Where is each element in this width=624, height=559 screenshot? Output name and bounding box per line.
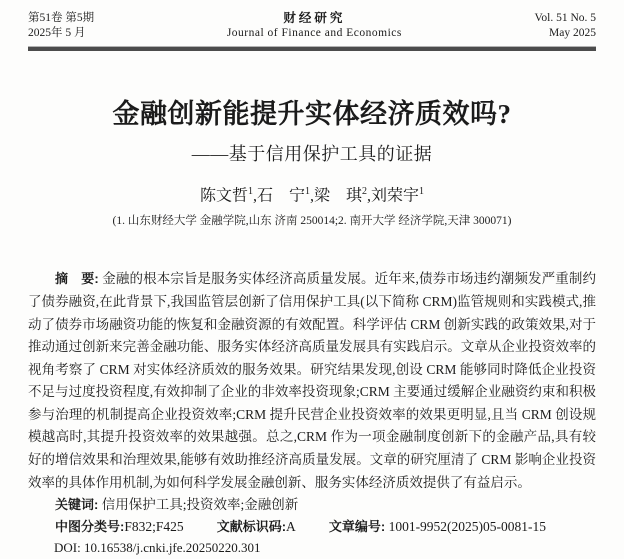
article-id-segment bbox=[329, 519, 546, 534]
author-name: 石 宁 bbox=[256, 187, 305, 205]
author-affiliation-sup: 1 bbox=[419, 186, 425, 197]
doi-line: DOI: 10.16538/j.cnki.jfe.20250220.301 bbox=[54, 540, 261, 556]
keywords-label: 关键词: bbox=[55, 497, 99, 513]
paper-subtitle: ——基于信用保护工具的证据 bbox=[191, 144, 433, 164]
article-id-value: 1001-9952(2025)05-0081-15 bbox=[388, 518, 547, 534]
article-id-label: 文章编号: bbox=[328, 518, 386, 534]
author-name: 刘荣宇 bbox=[371, 187, 420, 205]
keywords-line bbox=[28, 494, 596, 516]
header-rule bbox=[28, 46, 596, 51]
meta-line bbox=[28, 516, 596, 538]
clc-segment bbox=[55, 519, 184, 534]
author-affiliation-sup: 1 bbox=[305, 186, 310, 197]
paper-title: 金融创新能提升实体经济质效吗? bbox=[112, 99, 512, 129]
doc-code-value: A bbox=[286, 518, 296, 534]
abstract-text: 金融的根本宗旨是服务实体经济高质量发展。近年来,债券市场违约潮频发严重制约了债券融资,在此背景下,我国监管层创新了信用保护工具(以下简称 CRM)监管规则和实践模式,推动了债券市场融资功能的恢复和金融资源的有效配置。科学评估 CRM 创新实践的政策效果,对于推动通过创新来完善金融功能、服务实体经济高质量发展具有实践启示。文章从企业投资效率的视角考察了 CRM 对实体经济质效的服务效果。研究结果发现,创设 CRM 能够同时降低企业投资不足与过度投资程度,有效抑制了企业的非效率投资现象;CRM 主要通过缓解企业融资约束和积极参与治理的机制提高企业投资效率;CRM 提升民营企业投资效率的效果更明显,且当 CRM 创设规模越高时,其提升投资效率的效果越强。总之,CRM 作为一项金融制度创新下的金融产品,具有较好的增信效果和治理效果,能够有效助推经济高质量发展。文章的研究厘清了 CRM 影响企业投资效率的具体作用机制,为如何科学发展金融创新、服务实体经济质效提供了有益启示。 bbox=[28, 271, 596, 490]
affiliation: (1. 山东财经大学 金融学院,山东 济南 250014;2. 南开大学 经济学院,天津 300071) bbox=[112, 215, 512, 228]
clc-label: 中图分类号: bbox=[55, 518, 125, 534]
doc-code-segment bbox=[217, 519, 296, 534]
author-affiliation-sup: 2 bbox=[362, 186, 368, 197]
journal-header bbox=[28, 11, 596, 41]
journal-title-en: Journal of Finance and Economics bbox=[226, 27, 402, 39]
abstract-label: 摘 要: bbox=[55, 271, 99, 287]
volume-issue-cn: 第51卷 第5期 bbox=[28, 12, 95, 24]
header-center bbox=[94, 11, 534, 41]
issue-date-cn: 2025年 5 月 bbox=[28, 27, 86, 39]
volume-issue-en: Vol. 51 No. 5 bbox=[534, 12, 596, 24]
clc-value: F832;F425 bbox=[124, 518, 184, 534]
abstract-paragraph bbox=[28, 268, 596, 494]
author-name: 陈文哲 bbox=[199, 187, 248, 205]
header-right bbox=[535, 11, 596, 41]
author-affiliation-sup: 1 bbox=[247, 186, 253, 197]
doc-code-label: 文献标识码: bbox=[216, 518, 287, 534]
authors-line: 陈文哲$^1$,石 宁$^1$,梁 琪$^2$,刘荣宇$^1$ bbox=[199, 186, 425, 205]
keywords-text: 信用保护工具;投资效率;金融创新 bbox=[101, 497, 299, 513]
issue-date-en: May 2025 bbox=[549, 27, 596, 39]
header-left bbox=[28, 11, 94, 41]
journal-title-cn: 财经研究 bbox=[283, 11, 346, 25]
author-name: 梁 琪 bbox=[314, 187, 363, 205]
